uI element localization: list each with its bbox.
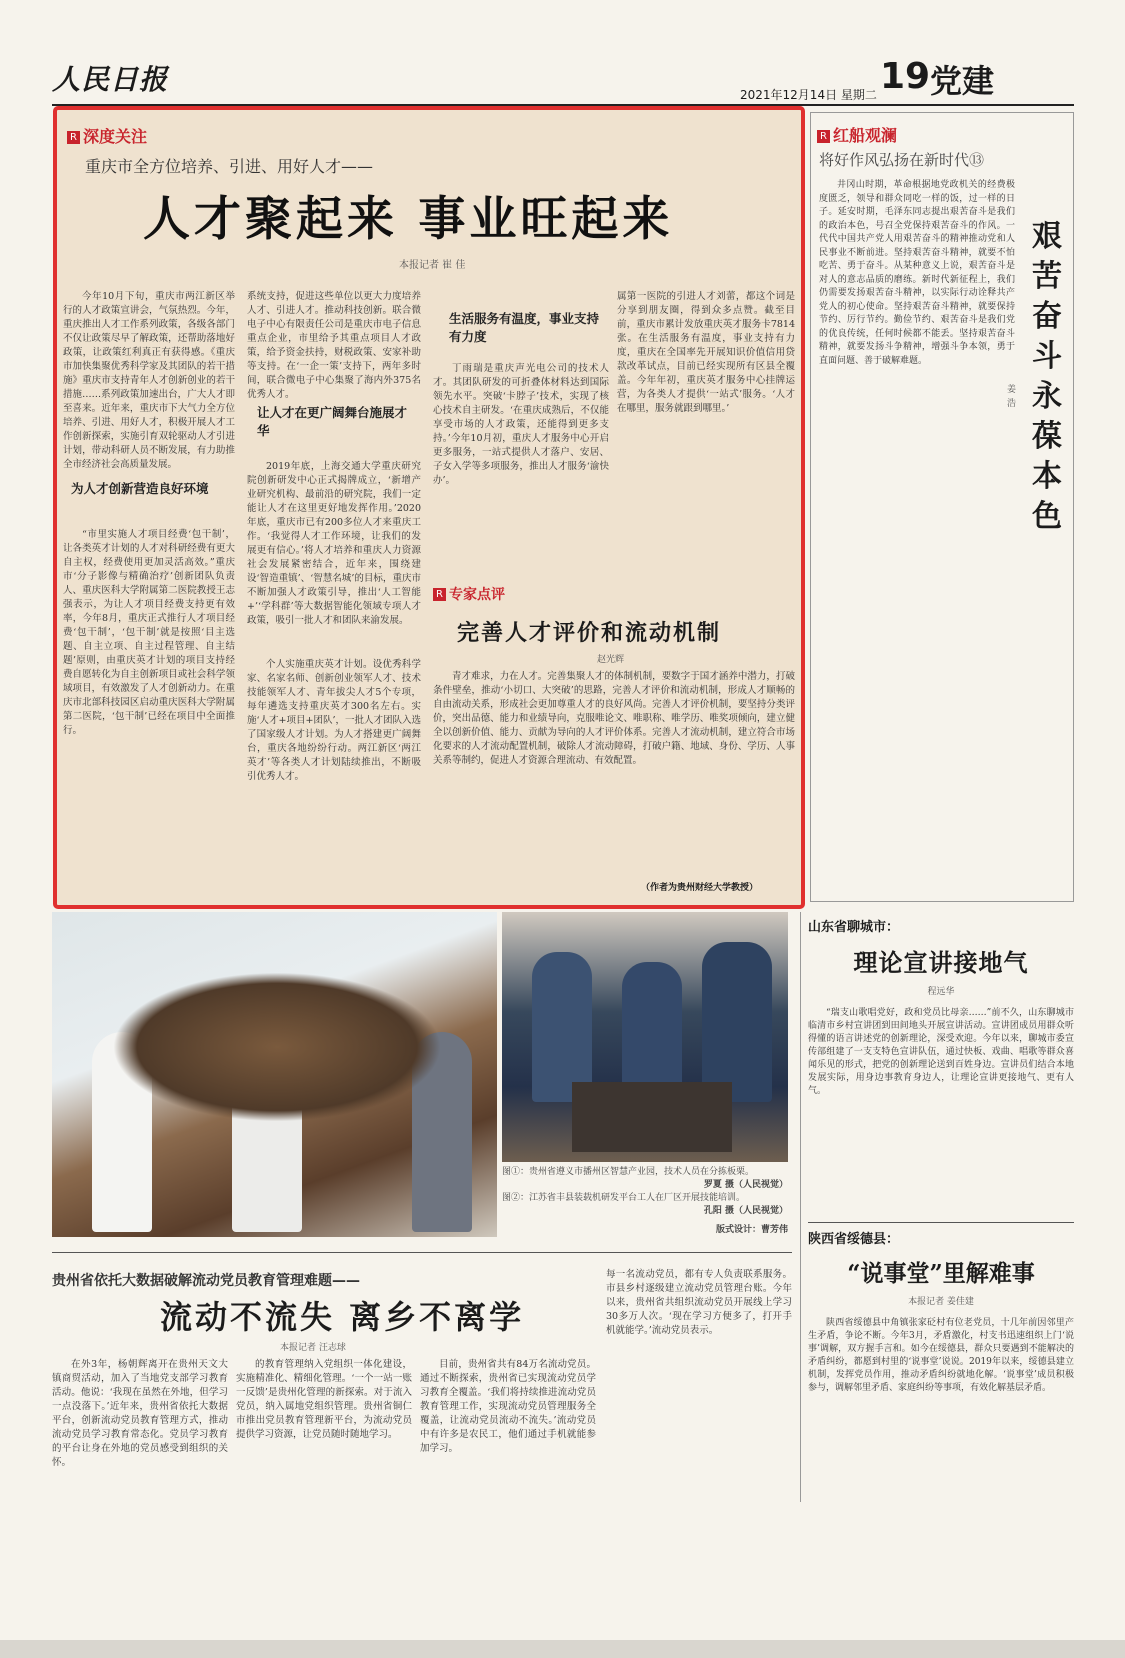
photo-captions: 图①：贵州省遵义市播州区智慧产业园，技术人员在分拣板栗。 罗夏 摄（人民视觉） 图②：江苏省丰县装载机研发平台工人在厂区开展技能培训。 孔阳 摄（人民视觉） 版式设计：曹芳伟: [502, 1167, 788, 1235]
guizhou-kicker: 贵州省依托大数据破解流动党员教育管理难题——: [52, 1273, 360, 1289]
shaanxi-place: 陕西省绥德县：: [808, 1232, 900, 1247]
feature-byline: 本报记者 崔 佳: [399, 260, 466, 271]
bottom-scroll-bar[interactable]: [0, 1640, 1125, 1658]
shandong-author: 程远华: [927, 987, 955, 997]
shandong-body: “瑞支山歌唱党好，政和党员比母亲……”前不久，山东聊城市临清市乡村宣讲团到田间地头开展宣讲活动。宣讲团成员用群众听得懂的语言讲述党的创新理论，深受欢迎。今年以来，聊城市委宣传部组建了一支支特色宣讲队伍，通过快板、戏曲、唱歌等群众喜闻乐见的形式，把党的创新理论送到百姓身边。宣讲员们结合本地发展实际，用身边事教育身边人，让理论宣讲更接地气、更有人气。: [808, 1008, 1074, 1096]
feature-subhead-3: 生活服务有温度，事业支持有力度: [449, 311, 600, 344]
feature-subhead-2: 让人才在更广阔舞台施展才华: [257, 405, 408, 438]
column-divider: [800, 912, 801, 1502]
expert-body: 青才难求，力在人才。完善集聚人才的体制机制，要数字于国才涵养中潜力，打破条件壁垒，推动‘小切口、大突破’的思路，完善人才评价和流动机制，形成人才顺畅的自由流动关系，形成社会更加尊重人才的良好风尚。完善人才评价机制，要坚持分类评价，突出品德、能力和业绩导向，克服唯论文、唯职称、唯学历、唯奖项倾向，建立健全以创新价值、能力、贡献为导向的人才评价体系。完善人才流动机制，建立符合市场化要求的人才流动配置机制，破除人才流动障碍，打破户籍、地域、身份、学历、人事关系等制约，促进人才资源合理流动、有效配置。: [433, 671, 795, 766]
sidebar-body: 井冈山时期，革命根据地党政机关的经费极度匮乏，领导和群众同吃一样的饭，过一样的日子。延安时期，毛泽东同志提出艰苦奋斗是我们的政治本色，号召全党保持艰苦奋斗的作风。一代代中国共产党人用艰苦奋斗的精神推动党和人民事业不断前进。坚持艰苦奋斗精神，就要不怕吃苦、勇于奋斗。从某种意义上说，艰苦奋斗是对人的意志品质的磨练。新时代新征程上，我们仍需要发扬艰苦奋斗精神，以实际行动诠释共产党人的初心使命。坚持艰苦奋斗精神，就要保持节约、厉行节约。勤俭节约、艰苦奋斗是我们党的优良传统，任何时候都不能丢。坚持艰苦奋斗精神，就要发扬斗争精神，增强斗争本领，勇于直面问题、善于破解难题。: [819, 180, 1015, 366]
sidebar-column-label: R 红船观澜: [817, 123, 897, 146]
feature-col2-bottom: 个人实施重庆英才计划。设优秀科学家、名家名师、创新创业领军人才、技术技能领军人才、青年拔尖人才5个专项，每年遴选支持重庆英才300名左右。实施‘人才+项目+团队’，一批人才团队入选了国家级人才计划。为人才搭建更广阔舞台，重庆各地纷纷行动。两江新区‘两江英才’等各类人才计划陆续推出，不断吸引优秀人才。: [247, 659, 421, 782]
feature-col1-body: “市里实施人才项目经费‘包干制’，让各类英才计划的人才对科研经费有更大自主权，经费使用更加灵活高效。”重庆市‘分子影像与精确治疗’创新团队负责人、重庆医科大学附属第二医院教授王志强表示，为让人才项目经费支持更有效率，今年8月，重庆正式推行人才项目经费‘包干制’，‘包干制’就是按照‘目主选题、自主立项、自主过程管理、自主结题’原则，由重庆英才计划的项目支持经费自愿转化为自主创新项目或社会科学领域项目，有效激发了人才创新动力。在重庆市北部科技园区启动重庆医科大学附属第二医院，‘包干制’已经在项目中全面推行。: [63, 529, 235, 736]
issue-date: 2021年12月14日 星期二: [740, 88, 877, 102]
feature-column-label: R 深度关注: [67, 124, 147, 147]
shandong-title: 理论宣讲接地气: [853, 948, 1029, 977]
guizhou-col2: 的教育管理纳入党组织一体化建设，实施精准化、精细化管理。‘一个一站一账一反馈’是贵州化管理的新探索。对于流入党员，纳入属地党组织管理。贵州省铜仁市推出党员教育管理新平台，为流动党员提供学习资源，让党员随时随地学习。: [236, 1359, 412, 1440]
shandong-place: 山东省聊城市：: [808, 920, 900, 935]
feature-col4-body: 属第一医院的引进人才刘蕾，都这个词是分享到朋友圈，得到众多点赞。截至目前，重庆市累计发放重庆英才服务卡7814张。在生活服务有温度，事业支持有力度，重庆在全国率先开展知识价值信用贷款改革试点，目前已经实现所有区县全覆盖。今年年初，重庆英才服务中心挂牌运营，为各类人才提供‘一站式’服务。‘人才在哪里，服务就跟到哪里。’: [617, 291, 795, 414]
sidebar-title: 艰苦奋斗 永葆本色: [1032, 219, 1062, 534]
guizhou-col1: 在外3年，杨朝辉离开在贵州天文大镇商贸活动，加入了当地党支部学习教育活动。他说：‘我现在虽然在外地，但学习一点没落下。’近年来，贵州省依托大数据平台，创新流动党员教育管理方式，推动流动党员学习教育常态化。党员学习教育的平台让身在外地的党员感受到组织的关怀。: [52, 1359, 228, 1468]
sidebar-author: 姜 浩: [1007, 385, 1017, 409]
divider: [52, 1252, 792, 1253]
feature-col2-mid: 2019年底，上海交通大学重庆研究院创新研发中心正式揭牌成立，‘新增产业研究机构、最前沿的研究院，我们一定能让人才在这里更好地发挥作用。’2020年底，重庆市已有200多位人才来重庆工作。‘我觉得人才工作环境，让我们的发展更有信心。’将人才培养和重庆人力资源社会发展紧密结合，近年来，围绕建设‘智造重镇’、‘智慧名城’的目标，重庆市不断加强人才政策引导，推出‘人工智能+’‘学科群’等大数据智能化领域专项人才政策，吸引一批人才和团队来渝发展。: [247, 461, 421, 626]
masthead-logo: 人民日报: [52, 63, 169, 96]
r-badge-icon: R: [817, 130, 830, 143]
guizhou-col3: 目前，贵州省共有84万名流动党员。通过不断探索，贵州省已实现流动党员学习教育全覆盖。‘我们将持续推进流动党员教育管理工作，实现流动党员管理服务全覆盖，让流动党员流动不流失。’流动党员中有许多是农民工，他们通过手机就能参加学习。: [420, 1359, 596, 1454]
guizhou-headline: 流动不流失 离乡不离学: [160, 1298, 525, 1336]
expert-title: 完善人才评价和流动机制: [457, 620, 722, 646]
expert-author-note: （作者为贵州财经大学教授）: [641, 883, 759, 893]
feature-kicker: 重庆市全方位培养、引进、用好人才——: [85, 157, 374, 176]
page-number: 19: [880, 56, 931, 97]
feature-col2-top: 系统支持，促进这些单位以更大力度培养人才、引进人才。推动科技创新。联合微电子中心有限责任公司是重庆市电子信息重点企业，市里给予其重点项目人才政策，给予资金扶持，财税政策、安家补助等支持。在‘一企一策’支持下，两年多时间，联合微电子中心集聚了海内外375名优秀人才。: [247, 291, 421, 400]
shaanxi-body: 陕西省绥德县中角镇张家砭村有位老党员，十几年前因邻里产生矛盾，争论不断。今年3月，矛盾激化，村支书迅速组织上门‘说事’调解，双方握手言和。如今在绥德县，群众只要遇到不能解决的矛盾纠纷，都愿到村里的‘说事堂’说说。2019年以来，绥德县建立机制，发挥党员作用，推动矛盾纠纷就地化解。‘说事堂’成员积极参与，调解邻里矛盾、家庭纠纷等事项，有效化解基层矛盾。: [808, 1318, 1074, 1393]
divider: [808, 1222, 1074, 1223]
feature-subhead-1: 为人才创新营造良好环境: [71, 481, 209, 496]
feature-lead: 今年10月下旬，重庆市两江新区举行的人才政策宣讲会，气氛热烈。今年，重庆推出人才工作系列政策，各级各部门不仅让政策尽早了解政策，还帮助落地好政策，让政策红利真正有获得感。《重庆市加快集聚优秀科学家及其团队的若干措施》重庆市支持青年人才创新创业的若干措施……系列政策加速出台，广大人才即至喜来。近年来，重庆市下大气力全方位培养、引进、用好人才，积极开展人才工作创新探索，实施引育双轮驱动人才引进计划，带动科研人员不断发展，有力助推全市经济社会高质量发展。: [63, 291, 235, 470]
photo-technical-training: [502, 912, 788, 1162]
shaanxi-title: “说事堂”里解难事: [847, 1260, 1035, 1287]
expert-author: 赵光辉: [597, 655, 625, 665]
feature-headline: 人才聚起来 事业旺起来: [143, 192, 674, 247]
feature-article-frame[interactable]: [53, 106, 805, 909]
guizhou-byline: 本报记者 汪志球: [280, 1343, 346, 1353]
guizhou-col4: 每一名流动党员，都有专人负责联系服务。市县乡村逐级建立流动党员管理台账。今年以来，贵州省共组织流动党员开展线上学习30多万人次。‘现在学习方便多了，打开手机就能学。’流动党员表示。: [606, 1269, 792, 1336]
r-badge-icon: R: [67, 131, 80, 144]
expert-column-label: R 专家点评: [433, 584, 505, 604]
shaanxi-author: 本报记者 姜佳建: [908, 1297, 974, 1307]
photo-farm-workers: [52, 912, 497, 1237]
feature-col3-body: 丁雨瑞是重庆声光电公司的技术人才。其团队研发的可折叠体材料达到国际领先水平。突破‘卡脖子’技术，实现了核心技术自主研发。‘在重庆成熟后，不仅能享受市场的人才政策，还能得到更多支持。’今年10月初，重庆人才服务中心开启更多服务，一站式提供人才落户、安居、子女入学等多项服务，推出人才服务‘渝快办’。: [433, 363, 609, 486]
sidebar-kicker: 将好作风弘扬在新时代⑬: [819, 151, 985, 169]
r-badge-icon: R: [433, 588, 446, 601]
section-name: 党建: [930, 62, 995, 100]
